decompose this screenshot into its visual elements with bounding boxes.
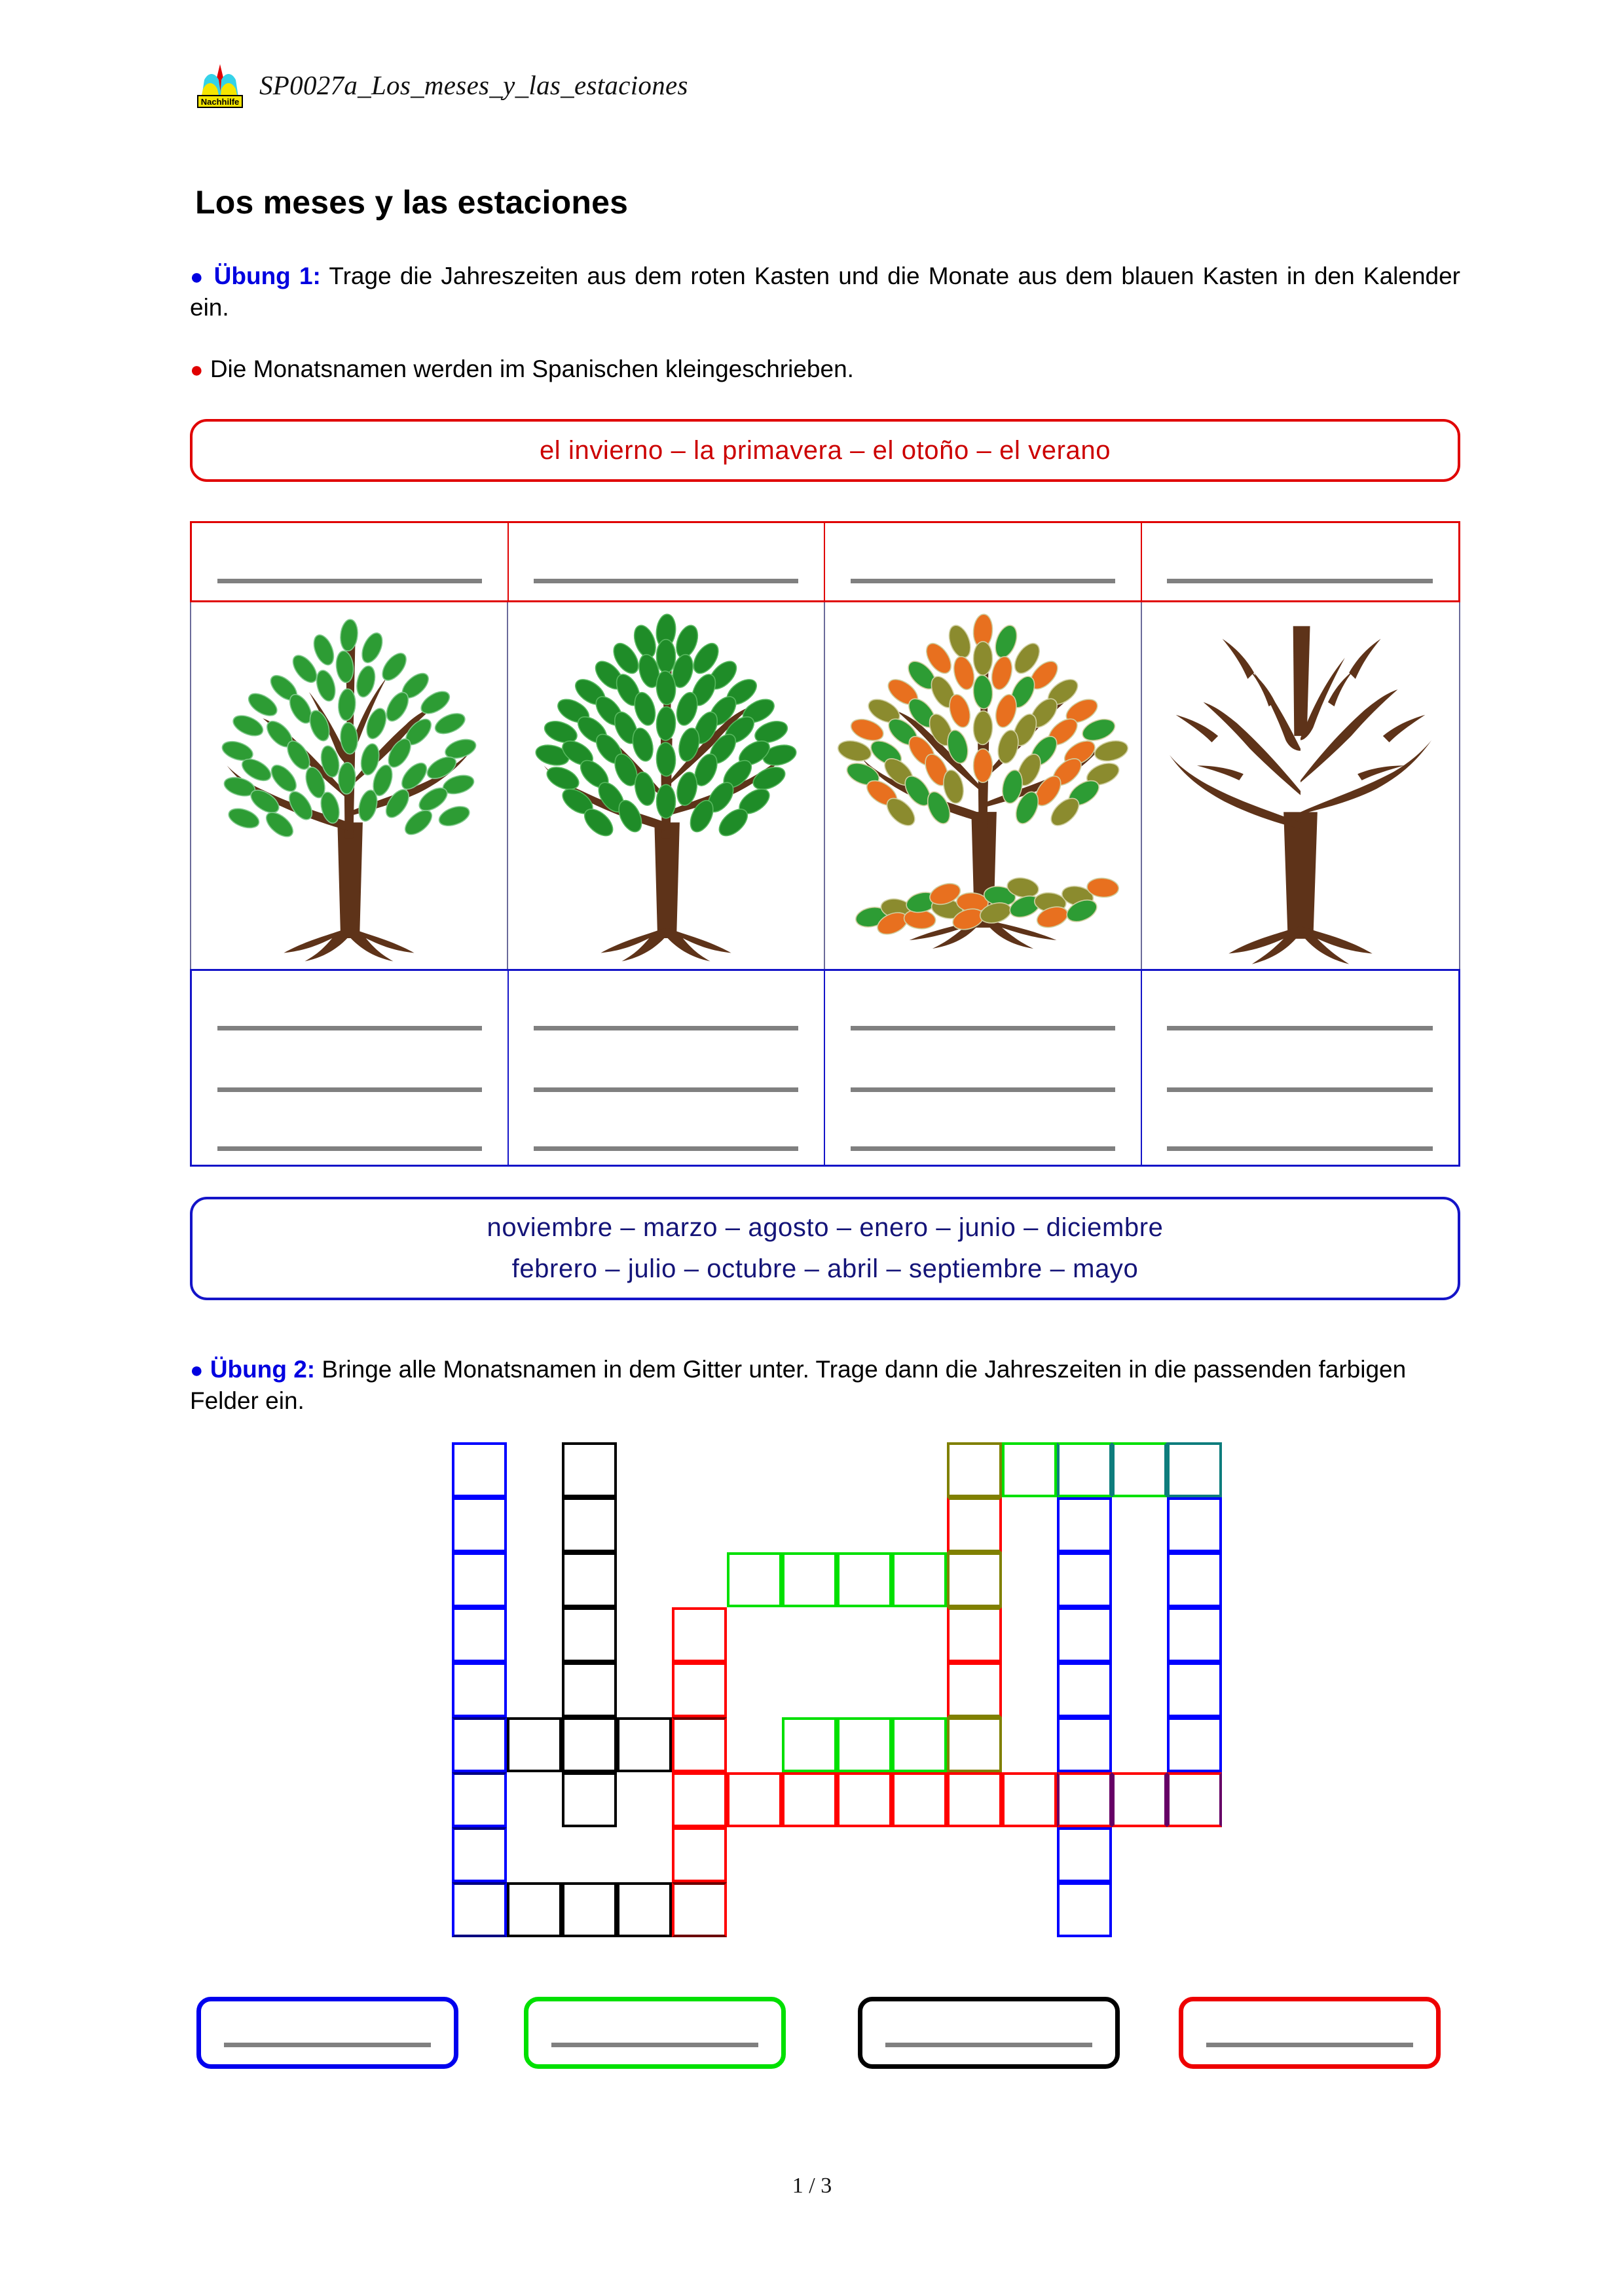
spring-tree-cell [191, 602, 508, 969]
crossword-cell[interactable] [672, 1827, 727, 1882]
crossword-cell[interactable] [947, 1442, 1002, 1497]
exercise-1-label: Übung 1: [213, 263, 321, 289]
writing-line [1167, 1146, 1433, 1151]
writing-line [217, 1087, 482, 1092]
writing-line [534, 1146, 798, 1151]
crossword-cell[interactable] [1057, 1772, 1112, 1827]
writing-line [534, 579, 798, 583]
crossword-cell[interactable] [562, 1662, 617, 1717]
exercise-2-instruction [190, 1354, 1467, 1417]
crossword-cell[interactable] [837, 1772, 892, 1827]
calendar-months-row [190, 969, 1460, 1167]
months-word-bank [190, 1197, 1460, 1300]
document-header [195, 60, 688, 110]
note-line [190, 354, 1460, 385]
calendar-season-row [190, 521, 1460, 602]
crossword-cell[interactable] [1057, 1882, 1112, 1937]
crossword-cell[interactable] [947, 1772, 1002, 1827]
writing-line [1206, 2043, 1414, 2047]
crossword-cell[interactable] [562, 1717, 617, 1772]
writing-line [217, 1146, 482, 1151]
crossword-cell[interactable] [1057, 1717, 1112, 1772]
nachhilfe-logo-icon [195, 60, 245, 110]
crossword-cell[interactable] [507, 1717, 562, 1772]
writing-line [534, 1026, 798, 1030]
crossword-cell[interactable] [1167, 1497, 1222, 1552]
crossword-cell[interactable] [452, 1772, 507, 1827]
crossword-cell[interactable] [452, 1662, 507, 1717]
summer-tree-cell [508, 602, 825, 969]
crossword-cell[interactable] [892, 1552, 947, 1607]
months-cell-1[interactable] [192, 971, 509, 1165]
crossword-cell[interactable] [1112, 1772, 1167, 1827]
crossword-cell[interactable] [452, 1827, 507, 1882]
crossword-cell[interactable] [782, 1552, 837, 1607]
writing-line [551, 2043, 759, 2047]
crossword-cell[interactable] [1167, 1772, 1222, 1827]
crossword-cell[interactable] [947, 1607, 1002, 1662]
crossword-cell[interactable] [1167, 1607, 1222, 1662]
exercise-2-text: Bringe alle Monatsnamen in dem Gitter unter. Trage dann die Jahreszeiten in die passenden farbigen Felder ein. [190, 1356, 1407, 1415]
writing-line [1167, 579, 1433, 583]
document-code: SP0027a_Los_meses_y_las_estaciones [259, 70, 688, 100]
crossword-cell[interactable] [562, 1497, 617, 1552]
crossword-cell[interactable] [947, 1717, 1002, 1772]
crossword-cell[interactable] [672, 1607, 727, 1662]
crossword-cell[interactable] [672, 1882, 727, 1937]
crossword-cell[interactable] [1057, 1662, 1112, 1717]
crossword-cell[interactable] [452, 1607, 507, 1662]
crossword-cell[interactable] [1002, 1772, 1057, 1827]
crossword-cell[interactable] [562, 1442, 617, 1497]
crossword-cell[interactable] [452, 1552, 507, 1607]
crossword-cell[interactable] [947, 1497, 1002, 1552]
exercise-2-label: Übung 2: [210, 1356, 316, 1383]
months-bank-line-1: noviembre – marzo – agosto – enero – junio – diciembre [487, 1213, 1164, 1242]
writing-line [217, 1026, 482, 1030]
crossword-cell[interactable] [837, 1717, 892, 1772]
crossword-cell[interactable] [452, 1882, 507, 1937]
bullet-dot-red-icon: ● [190, 357, 204, 382]
winter-tree-icon [1142, 602, 1459, 969]
crossword-cell[interactable] [617, 1717, 672, 1772]
months-cell-4[interactable] [1142, 971, 1459, 1165]
crossword-cell[interactable] [562, 1607, 617, 1662]
writing-line [851, 1026, 1115, 1030]
crossword-cell[interactable] [1057, 1607, 1112, 1662]
crossword-cell[interactable] [1167, 1552, 1222, 1607]
seasons-word-bank [190, 419, 1460, 482]
months-bank-line-2: febrero – julio – octubre – abril – septiembre – mayo [511, 1254, 1139, 1283]
crossword-cell[interactable] [1057, 1497, 1112, 1552]
crossword-cell[interactable] [452, 1717, 507, 1772]
season-cell-4[interactable] [1142, 523, 1459, 600]
bullet-dot-icon: ● [190, 264, 206, 289]
winter-tree-cell [1142, 602, 1459, 969]
crossword-cell[interactable] [1057, 1827, 1112, 1882]
season-cell-1[interactable] [192, 523, 509, 600]
crossword-cell[interactable] [1057, 1552, 1112, 1607]
crossword-cell[interactable] [672, 1662, 727, 1717]
seasons-bank-line: el invierno – la primavera – el otoño – el verano [539, 435, 1111, 465]
crossword-cell[interactable] [562, 1552, 617, 1607]
spring-tree-icon [191, 602, 507, 969]
crossword-cell[interactable] [617, 1882, 672, 1937]
bullet-dot-icon: ● [190, 1358, 204, 1383]
months-cell-3[interactable] [825, 971, 1142, 1165]
crossword-cell[interactable] [507, 1882, 562, 1937]
autumn-tree-cell [825, 602, 1142, 969]
exercise-1-text: Trage die Jahreszeiten aus dem roten Kasten und die Monate aus dem blauen Kasten in den Kalender ein. [190, 263, 1460, 321]
crossword-cell[interactable] [1167, 1662, 1222, 1717]
page-title: Los meses y las estaciones [195, 184, 629, 221]
crossword-cell[interactable] [672, 1717, 727, 1772]
crossword-cell[interactable] [892, 1772, 947, 1827]
crossword-cell[interactable] [837, 1552, 892, 1607]
writing-line [851, 1146, 1115, 1151]
writing-line [851, 1087, 1115, 1092]
crossword-cell[interactable] [562, 1772, 617, 1827]
answer-box-green[interactable] [524, 1997, 786, 2069]
exercise-1-instruction [190, 261, 1460, 323]
crossword-cell[interactable] [1167, 1717, 1222, 1772]
writing-line [1167, 1026, 1433, 1030]
crossword-cell[interactable] [727, 1552, 782, 1607]
crossword-cell[interactable] [947, 1662, 1002, 1717]
season-cell-2[interactable] [509, 523, 826, 600]
writing-line [851, 579, 1115, 583]
autumn-tree-icon [825, 602, 1141, 969]
crossword-cell[interactable] [947, 1552, 1002, 1607]
season-cell-3[interactable] [825, 523, 1142, 600]
crossword-cell[interactable] [1002, 1442, 1057, 1497]
crossword-cell[interactable] [452, 1442, 507, 1497]
crossword-grid[interactable] [452, 1442, 1283, 1966]
crossword-cell[interactable] [892, 1717, 947, 1772]
page-number: 1 / 3 [792, 2174, 832, 2198]
seasons-calendar-table [190, 521, 1460, 1167]
note-text: Die Monatsnamen werden im Spanischen kleingeschrieben. [210, 355, 854, 382]
summer-tree-icon [508, 602, 824, 969]
writing-line [1167, 1087, 1433, 1092]
crossword-cell[interactable] [1112, 1442, 1167, 1497]
crossword-cell[interactable] [1167, 1442, 1222, 1497]
crossword-cell[interactable] [1057, 1442, 1112, 1497]
answer-box-red[interactable] [1179, 1997, 1441, 2069]
writing-line [885, 2043, 1093, 2047]
writing-line [217, 579, 482, 583]
crossword-cell[interactable] [782, 1717, 837, 1772]
crossword-cell[interactable] [672, 1772, 727, 1827]
calendar-tree-row [190, 602, 1460, 969]
svg-text:Nachhilfe: Nachhilfe [200, 97, 240, 107]
crossword-cell[interactable] [452, 1497, 507, 1552]
crossword-cell[interactable] [727, 1772, 782, 1827]
answer-box-black[interactable] [858, 1997, 1120, 2069]
answer-box-blue[interactable] [196, 1997, 458, 2069]
crossword-cell[interactable] [782, 1772, 837, 1827]
writing-line [534, 1087, 798, 1092]
writing-line [224, 2043, 432, 2047]
months-cell-2[interactable] [509, 971, 826, 1165]
crossword-cell[interactable] [562, 1882, 617, 1937]
